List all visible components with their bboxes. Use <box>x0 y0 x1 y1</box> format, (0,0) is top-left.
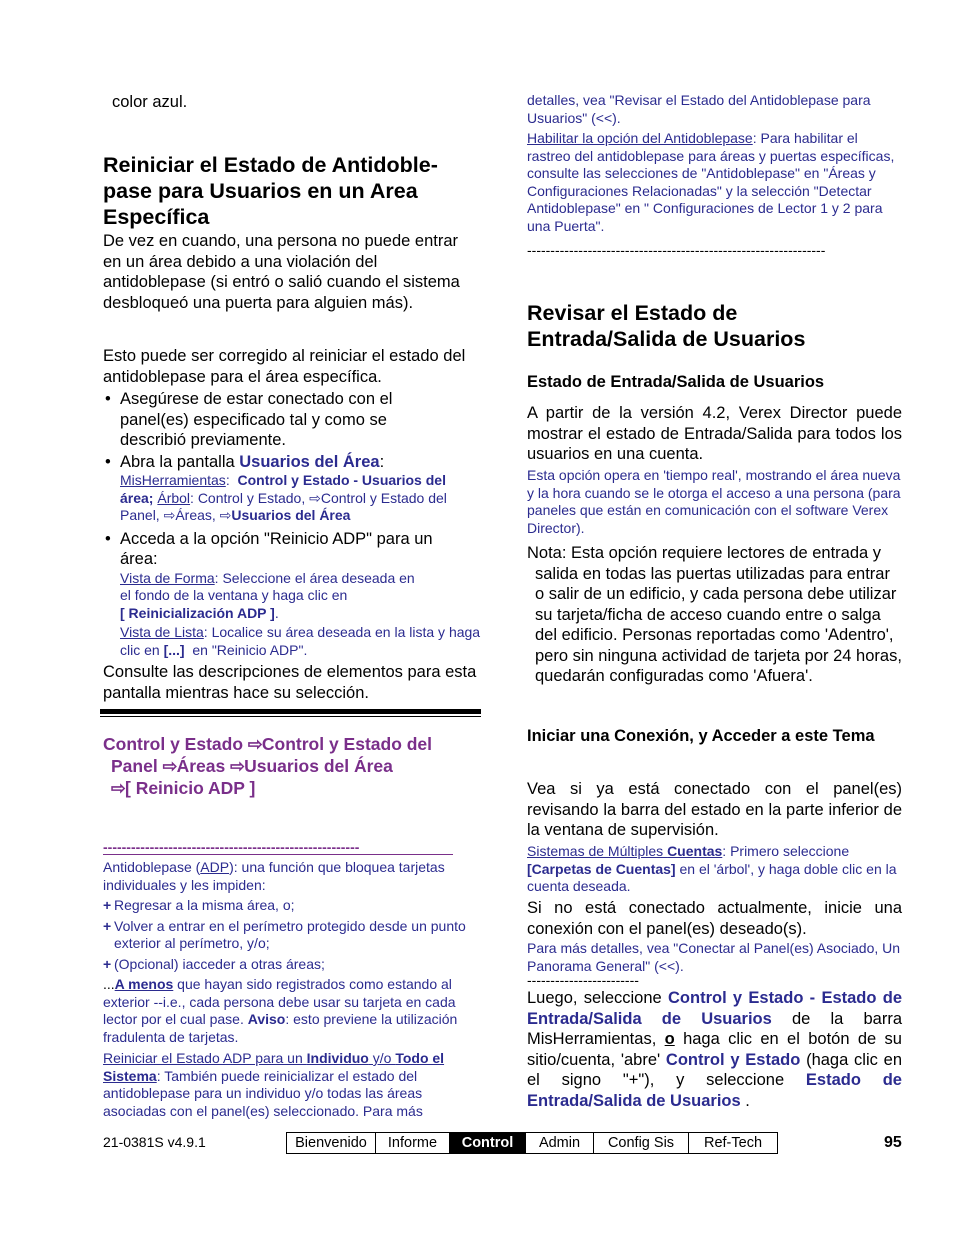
intro-paragraph: De vez en cuando, una persona no puede entrar en un área debido a una violación del antidoblepase (si entró o salió cuando el sistema desbloqueó una puerta para alguien más). <box>103 232 460 312</box>
definition-separator: ------------------------------------------------------- <box>103 840 453 855</box>
version-paragraph: A partir de la versión 4.2, Verex Director puede mostrar el estado de Entrada/Salida para todos los usuarios en una cuenta. <box>527 404 902 463</box>
misherramientas-link[interactable]: MisHerramientas <box>120 472 226 488</box>
arrow-right-icon: ⇨ <box>247 734 263 754</box>
footer-nav <box>286 1132 778 1154</box>
page-number: 95 <box>884 1134 902 1151</box>
habilitar-paragraph: Habilitar la opción del Antidoblepase: Para habilitar el rastreo del antidoblepase para áreas y puertas específicas, consulte las selecciones de "Antidoblepase" en "Áreas y Configuraciones Relacionadas" y la selección "Detectar Antidoblepase" en " Configuraciones de Lector 1 y 2 para una Puerta". <box>527 130 895 234</box>
multiples-cuentas-note: Sistemas de Múltiples Cuentas: Primero seleccione [Carpetas de Cuentas] en el 'árbol', y haga doble clic en la cuenta deseada. <box>527 843 897 894</box>
usuarios-area-link[interactable]: Usuarios del Área <box>239 452 380 471</box>
tab-control[interactable]: Control <box>450 1133 526 1153</box>
tab-ref-tech[interactable]: Ref-Tech <box>703 1135 763 1151</box>
right-short-separator: ------------------------ <box>527 972 639 988</box>
left-top-text: color azul. <box>112 93 188 111</box>
right-top-text: detalles, vea "Revisar el Estado del Antidoblepase para Usuarios" (<<). <box>527 92 871 126</box>
plus-icon: + <box>103 897 112 913</box>
step-connect: • Asegúrese de estar conectado con el panel(es) especificado tal y como se describió previamente. <box>103 389 481 451</box>
arrow-right-icon: ⇨ <box>162 756 178 776</box>
definition-item: + (Opcional) iacceder a otras áreas; <box>103 955 325 972</box>
reset-adp-paragraph: Reiniciar el Estado ADP para un Individuo y/o Todo el Sistema: También puede reinicializar el estado del antidoblepase para un individuo y/o todas las áreas asociadas con el panel(es) seleccionado. Para más <box>103 1050 445 1119</box>
vista-lista-link[interactable]: Vista de Lista <box>120 624 204 640</box>
vista-lista-note: Vista de Lista: Localice su área deseada en la lista y haga clic en [...] en "Reinicio ADP". <box>120 624 481 658</box>
subheading-estado: Estado de Entrada/Salida de Usuarios <box>527 373 825 391</box>
conectar-panel-note: Para más detalles, vea "Conectar al Panel(es) Asociado, Un Panorama General" (<<). <box>527 940 901 974</box>
adp-abbrev: ADP <box>200 859 230 875</box>
section-divider-thick <box>100 709 481 714</box>
tab-config-sis[interactable]: Config Sis <box>594 1133 689 1153</box>
subheading-conexion: Iniciar una Conexión, y Acceder a este Tema <box>527 727 875 745</box>
step-reset-option: • Acceda a la opción "Reinicio ADP" para un área: Vista de Forma: Seleccione el área deseada en el fondo de la ventana y haga clic en [ Reinicialización ADP ]. Vista de Lista: Localice su área deseada en la lista y haga clic en [...] en "Reinicio ADP". <box>103 529 481 660</box>
tab-informe[interactable]: Informe <box>376 1133 450 1153</box>
tab-bienvenido[interactable]: Bienvenido <box>287 1133 376 1153</box>
reset-adp-link[interactable]: Reiniciar el Estado ADP para un <box>103 1050 307 1066</box>
navigation-path: Control y Estado ⇨Control y Estado del Panel ⇨Áreas ⇨Usuarios del Área ⇨[ Reinicio ADP ] <box>103 734 433 798</box>
adp-definition: Antidoblepase (ADP): una función que bloquea tarjetas individuales y les impiden: <box>103 859 445 893</box>
definition-block <box>103 859 478 1120</box>
conexion-paragraph: Vea si ya está conectado con el panel(es) revisando la barra del estado en la parte inferior de la ventana de supervisión. <box>527 780 902 839</box>
estado-usuarios-link[interactable]: Estado de Entrada/Salida de Usuarios <box>527 1071 902 1110</box>
control-estado-link[interactable]: Control y Estado <box>665 1050 801 1069</box>
correction-paragraph: Esto puede ser corregido al reiniciar el estado del antidoblepase para el área específica. <box>103 347 466 386</box>
a-menos-paragraph: ...A menos que hayan sido registrados como estando al exterior --i.e., cada persona debe usar su tarjeta en cada lector por el cual pase. Aviso: esto previene la utilización fradulenta de tarjetas. <box>103 976 458 1045</box>
consult-paragraph: Consulte las descripciones de elementos para esta pantalla mientras hace su selección. <box>103 663 477 702</box>
estado-entrada-salida-link[interactable]: Control y Estado - Estado de Entrada/Salida de Usuarios <box>527 989 902 1028</box>
right-separator: ---------------------------------------------------------------- <box>527 242 826 258</box>
reinicializacion-adp-button-ref: [ Reinicialización ADP ] <box>120 604 275 621</box>
step-open-paths: MisHerramientas: Control y Estado - Usuarios del área; Árbol: Control y Estado, ⇨Control y Estado del Panel, ⇨Áreas, ⇨Usuarios del Área <box>120 472 447 523</box>
final-instructions: Luego, seleccione Control y Estado - Estado de Entrada/Salida de Usuarios de la barra MisHerramientas, o haga clic en el botón de su sitio/cuenta, 'abre' Control y Estado (haga clic en el signo "+"), y seleccione Estado de Entrada/Salida de Usuarios . <box>527 989 903 1110</box>
not-connected-paragraph: Si no está conectado actualmente, inicie una conexión con el panel(es) deseado(s). <box>527 899 902 938</box>
realtime-note: Esta opción opera en 'tiempo real', mostrando el área nueva y la hora cuando se le otorga el acceso a una persona (para paneles que están en comunicación con el software Verex Director). <box>527 467 901 536</box>
arbol-link[interactable]: Árbol <box>157 489 191 506</box>
plus-icon: + <box>103 917 112 934</box>
a-menos-link[interactable]: A menos <box>114 976 174 992</box>
step-open-screen: • Abra la pantalla Usuarios del Área: MisHerramientas: Control y Estado - Usuarios del área; Árbol: Control y Estado, ⇨Control y Estado del Panel, ⇨Áreas, ⇨Usuarios del Área <box>103 452 481 525</box>
arrow-right-icon: ⇨ <box>230 756 245 776</box>
plus-icon: + <box>103 955 112 972</box>
vista-forma-link[interactable]: Vista de Forma <box>120 569 215 586</box>
definition-item: + Regresar a la misma área, o; <box>103 897 295 913</box>
steps-list <box>103 389 481 659</box>
tab-admin[interactable]: Admin <box>526 1133 594 1153</box>
habilitar-link[interactable]: Habilitar la opción del Antidoblepase <box>527 130 753 146</box>
section-heading-antidoblepase: Reiniciar el Estado de Antidoble- pase para Usuarios en un Area Específica <box>103 153 438 229</box>
section-heading-entrada-salida: Revisar el Estado de Entrada/Salida de Usuarios <box>527 301 806 351</box>
doc-id: 21-0381S v4.9.1 <box>103 1134 206 1150</box>
sistemas-multiples-link[interactable]: Sistemas de Múltiples <box>527 843 668 859</box>
vista-forma-note: Vista de Forma: Seleccione el área deseada en el fondo de la ventana y haga clic en [ Reinicialización ADP ]. <box>120 569 415 621</box>
arrow-right-icon: ⇨ <box>111 778 126 798</box>
section-divider-thin <box>100 716 481 717</box>
definition-item: + Volver a entrar en el perímetro protegido desde un punto exterior al perímetro, y/o; <box>103 917 466 951</box>
nota-paragraph: Nota: Esta opción requiere lectores de entrada y salida en todas las puertas utilizadas para entrar o salir de un edificio, y cada persona debe utilizar su tarjeta/ficha de acceso cuando entre o salga del edificio. Personas reportadas como 'Adentro', pero sin ninguna actividad de tarjeta por 24 horas, quedarán configuradas como 'Afuera'. <box>527 544 902 685</box>
